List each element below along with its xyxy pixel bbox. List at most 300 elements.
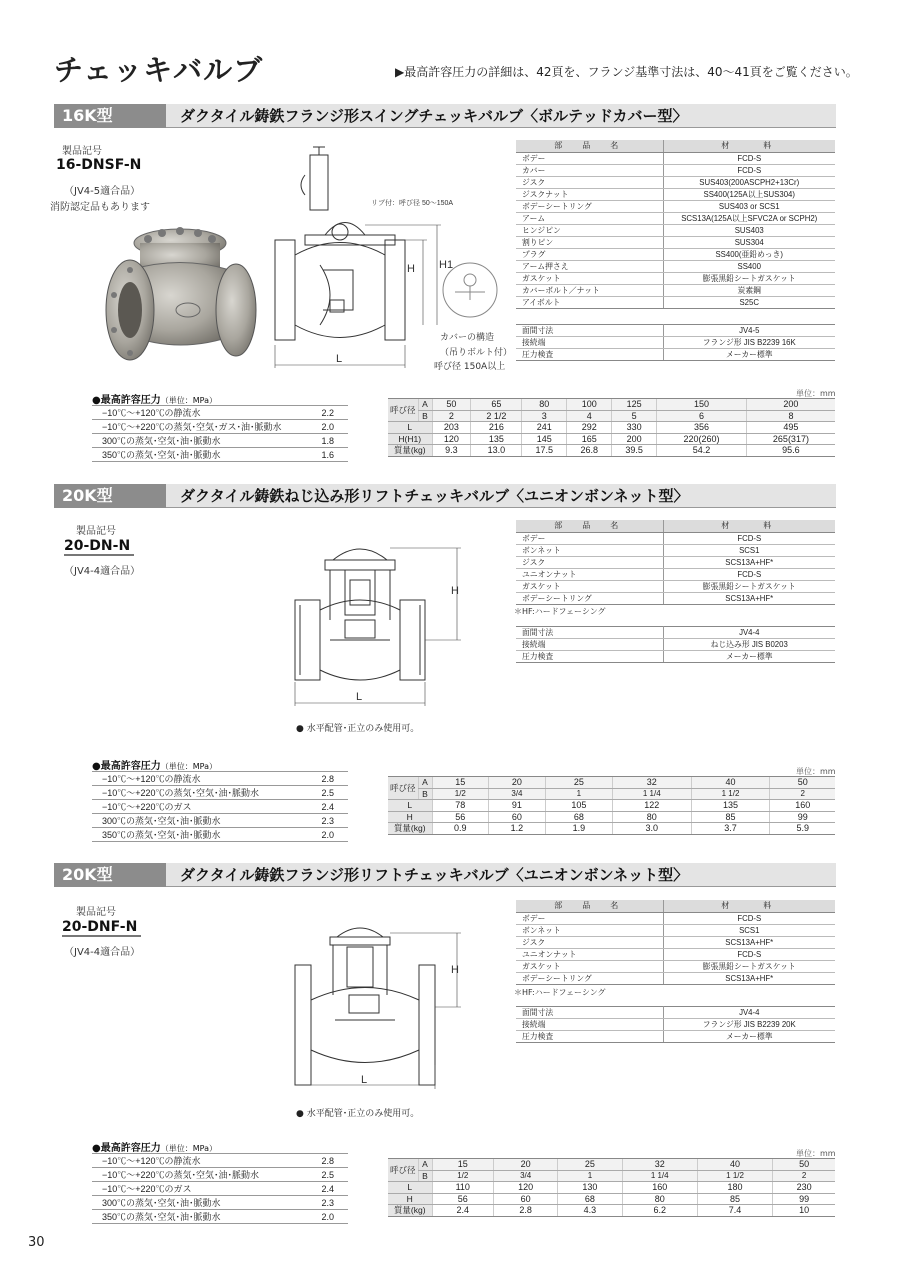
spec-row xyxy=(516,1019,835,1031)
parts-row xyxy=(516,532,835,544)
part-material: FCD-S xyxy=(663,164,835,176)
table-cell: 接続端 xyxy=(516,639,663,651)
rib-note-label: リブ付：呼び径 50〜150A xyxy=(371,200,454,207)
part-material: SUS304 xyxy=(663,236,835,248)
table-cell: 32 xyxy=(622,1159,697,1171)
spec-value: JV4-5 xyxy=(663,325,835,337)
table-cell: 120 xyxy=(432,433,471,445)
parts-row xyxy=(516,592,835,604)
section-title: ダクタイル鋳鉄フランジ形リフトチェッキバルブ〈ユニオンボンネット型〉 xyxy=(180,866,689,884)
table-cell: B xyxy=(418,788,432,800)
table-cell: 350℃の蒸気･空気･油･脈動水 xyxy=(92,448,307,462)
table-cell: ユニオンナット xyxy=(516,948,663,960)
table-cell: A xyxy=(418,777,432,789)
part-material: SS400(125A以上SUS304) xyxy=(663,188,835,200)
pressure-table-16k xyxy=(92,405,348,462)
table-cell: −10℃〜+220℃の蒸気･空気･油･脈動水 xyxy=(92,786,302,800)
table-cell: −10℃〜+220℃のガス xyxy=(92,1182,302,1196)
pressure-heading xyxy=(92,757,217,772)
parts-row xyxy=(516,284,835,296)
table-cell: 50 xyxy=(773,1159,835,1171)
parts-row xyxy=(516,544,835,556)
specs-table-20k-threaded xyxy=(516,626,835,663)
table-cell: 292 xyxy=(567,422,612,434)
table-cell: H xyxy=(388,1193,432,1205)
table-cell: 2.3 xyxy=(302,1196,348,1210)
table-cell: 5 xyxy=(612,410,657,422)
parts-table-20k-flanged xyxy=(516,900,835,985)
table-cell: 150 xyxy=(657,399,747,411)
pressure-row xyxy=(92,786,348,800)
dims-row-a xyxy=(388,777,835,789)
table-cell: 230 xyxy=(773,1182,835,1194)
unit-label: 単位：mm xyxy=(796,1149,836,1158)
parts-row xyxy=(516,152,835,164)
part-material: SUS403 xyxy=(663,224,835,236)
dimension-h-label: H xyxy=(451,964,459,976)
table-cell: ボンネット xyxy=(516,544,663,556)
table-cell: 95.6 xyxy=(746,445,835,457)
table-cell: ねじ込み形 JIS B0203 xyxy=(663,639,835,651)
dimension-h-label: H xyxy=(407,263,415,275)
table-cell: 4.3 xyxy=(558,1205,622,1217)
table-cell: 200 xyxy=(612,433,657,445)
parts-row xyxy=(516,924,835,936)
section-title: ダクタイル鋳鉄ねじ込み形リフトチェッキバルブ〈ユニオンボンネット型〉 xyxy=(180,487,689,505)
part-name: プラグ xyxy=(516,248,663,260)
table-cell: メーカー標準 xyxy=(663,651,835,663)
dimension-h-label: H xyxy=(451,585,459,597)
table-cell: 6.2 xyxy=(622,1205,697,1217)
table-cell: 15 xyxy=(432,1159,494,1171)
table-cell: 1.6 xyxy=(307,448,348,462)
parts-row xyxy=(516,176,835,188)
pressure-row xyxy=(92,772,348,786)
pressure-row xyxy=(92,1210,348,1224)
product-code: 20-DNF-N xyxy=(62,919,141,937)
table-cell: 質量(kg) xyxy=(388,445,432,457)
type-label: 20K型 xyxy=(54,484,166,508)
table-cell: 495 xyxy=(746,422,835,434)
parts-row xyxy=(516,164,835,176)
table-cell: ジスク xyxy=(516,556,663,568)
threaded-lift-valve-drawing xyxy=(285,540,470,715)
parts-table-20k-threaded xyxy=(516,520,835,605)
table-cell: 56 xyxy=(432,811,489,823)
table-cell: 40 xyxy=(691,777,770,789)
table-cell: 241 xyxy=(522,422,567,434)
parts-row xyxy=(516,972,835,984)
pressure-row xyxy=(92,1182,348,1196)
product-code-label: 製品記号 xyxy=(76,526,116,537)
table-cell: A xyxy=(418,1159,432,1171)
table-cell: 呼び径 xyxy=(388,1159,418,1182)
parts-row xyxy=(516,236,835,248)
spec-value: フランジ形 JIS B2239 16K xyxy=(663,337,835,349)
spec-row xyxy=(516,627,835,639)
part-material: S25C xyxy=(663,296,835,308)
spec-name: 接続端 xyxy=(516,337,663,349)
table-cell: 膨張黒鉛シートガスケット xyxy=(663,580,835,592)
table-cell: ユニオンナット xyxy=(516,568,663,580)
table-cell: 216 xyxy=(471,422,522,434)
part-name: 割りピン xyxy=(516,236,663,248)
hf-footnote: ＊HF:ハードフェーシング xyxy=(514,607,606,616)
table-cell: 1 1/4 xyxy=(612,788,691,800)
pressure-row xyxy=(92,434,348,448)
dimensions-table-20k-flanged xyxy=(388,1158,835,1217)
page-title: チェッキバルブ xyxy=(54,53,264,87)
pressure-heading xyxy=(92,1139,217,1154)
parts-row xyxy=(516,580,835,592)
pressure-row xyxy=(92,406,348,420)
table-cell: B xyxy=(418,1170,432,1182)
table-cell: 5.9 xyxy=(770,823,835,835)
table-cell: 85 xyxy=(691,811,770,823)
table-cell: 3/4 xyxy=(489,788,546,800)
table-cell: 2 xyxy=(773,1170,835,1182)
table-cell: 135 xyxy=(471,433,522,445)
table-cell: 0.9 xyxy=(432,823,489,835)
unit-label: 単位：mm xyxy=(796,767,836,776)
dimension-h1-label: H1 xyxy=(439,259,454,271)
spec-name: 面間寸法 xyxy=(516,325,663,337)
table-cell: 8 xyxy=(746,410,835,422)
table-cell: 265(317) xyxy=(746,433,835,445)
table-cell: L xyxy=(388,422,432,434)
pressure-row xyxy=(92,420,348,434)
parts-row xyxy=(516,212,835,224)
table-cell: JV4-4 xyxy=(663,1007,835,1019)
cover-caption-1: カバーの構造 xyxy=(440,333,495,343)
spec-row xyxy=(516,1031,835,1043)
table-cell: 50 xyxy=(770,777,835,789)
dims-row-l xyxy=(388,1182,835,1194)
table-cell: 1 xyxy=(558,1170,622,1182)
table-cell: ボデー xyxy=(516,912,663,924)
table-cell: 3.0 xyxy=(612,823,691,835)
table-cell: 130 xyxy=(558,1182,622,1194)
table-cell: 2.0 xyxy=(302,828,348,842)
table-cell: L xyxy=(388,1182,432,1194)
parts-row xyxy=(516,556,835,568)
part-name: ジスク xyxy=(516,176,663,188)
table-cell: ボデーシートリング xyxy=(516,972,663,984)
part-name: ジスクナット xyxy=(516,188,663,200)
compliance-note: （JV4-4適合品） xyxy=(64,566,141,577)
table-cell: 1.8 xyxy=(307,434,348,448)
table-cell: 350℃の蒸気･空気･油･脈動水 xyxy=(92,828,302,842)
table-cell: 200 xyxy=(746,399,835,411)
dims-row-weight xyxy=(388,823,835,835)
table-cell: JV4-4 xyxy=(663,627,835,639)
table-cell: H(H1) xyxy=(388,433,432,445)
pressure-table-20k-threaded xyxy=(92,771,348,842)
page-number: 30 xyxy=(28,1235,45,1250)
table-cell: 9.3 xyxy=(432,445,471,457)
table-cell: 10 xyxy=(773,1205,835,1217)
table-cell: 2.2 xyxy=(307,406,348,420)
table-cell: 300℃の蒸気･空気･油･脈動水 xyxy=(92,434,307,448)
section-header-20k-threaded xyxy=(54,484,836,508)
table-cell: 350℃の蒸気･空気･油･脈動水 xyxy=(92,1210,302,1224)
dimensions-table-16k xyxy=(388,398,835,457)
table-cell: 1/2 xyxy=(432,788,489,800)
compliance-note: （JV4-5適合品） xyxy=(64,186,141,197)
cover-caption-2: （吊りボルト付） xyxy=(440,348,513,358)
product-code: 16-DNSF-N xyxy=(56,157,142,173)
pressure-row xyxy=(92,828,348,842)
table-cell: ●最高許容圧力 xyxy=(92,395,161,406)
flanged-lift-valve-drawing xyxy=(285,925,470,1100)
dimension-l-label: L xyxy=(361,1074,368,1086)
dims-row-b xyxy=(388,788,835,800)
table-cell: （単位：MPa） xyxy=(160,762,218,771)
table-cell: 3.7 xyxy=(691,823,770,835)
table-cell: 呼び径 xyxy=(388,777,418,800)
spec-row xyxy=(516,651,835,663)
parts-row xyxy=(516,568,835,580)
table-cell: 39.5 xyxy=(612,445,657,457)
part-material: SS400(亜鉛めっき) xyxy=(663,248,835,260)
pressure-heading xyxy=(92,391,217,406)
spec-row xyxy=(516,325,835,337)
type-label: 20K型 xyxy=(54,863,166,887)
dims-row-h xyxy=(388,811,835,823)
table-cell: ボデーシートリング xyxy=(516,592,663,604)
table-cell: 125 xyxy=(612,399,657,411)
table-cell: 40 xyxy=(697,1159,772,1171)
pressure-row xyxy=(92,448,348,462)
parts-header-material: 材 料 xyxy=(663,140,835,152)
part-name: ヒンジピン xyxy=(516,224,663,236)
spec-row xyxy=(516,349,835,361)
table-cell: ガスケット xyxy=(516,960,663,972)
dims-row-l xyxy=(388,422,835,434)
table-cell: 99 xyxy=(773,1193,835,1205)
table-cell: 20 xyxy=(489,777,546,789)
dimensions-table-20k-threaded xyxy=(388,776,835,835)
dims-row-b xyxy=(388,1170,835,1182)
dimension-l-label: L xyxy=(356,691,363,703)
table-cell: 材 料 xyxy=(663,520,835,532)
table-cell: 2 xyxy=(432,410,471,422)
table-cell: 1 xyxy=(545,788,612,800)
table-cell: FCD-S xyxy=(663,912,835,924)
specs-table-20k-flanged xyxy=(516,1006,835,1043)
table-cell: 180 xyxy=(697,1182,772,1194)
table-cell: 80 xyxy=(622,1193,697,1205)
part-material: SUS403 or SCS1 xyxy=(663,200,835,212)
dims-row-a xyxy=(388,1159,835,1171)
part-material: FCD-S xyxy=(663,152,835,164)
parts-header-name: 部 品 名 xyxy=(516,140,663,152)
unit-label: 単位：mm xyxy=(796,389,836,398)
table-cell: −10℃〜+220℃の蒸気･空気･油･脈動水 xyxy=(92,1168,302,1182)
table-cell: 2.5 xyxy=(302,786,348,800)
table-cell: −10℃〜+120℃の静流水 xyxy=(92,1154,302,1168)
part-material: SCS13A(125A以上SFVC2A or SCPH2) xyxy=(663,212,835,224)
specs-table-16k xyxy=(516,324,835,361)
table-cell: −10℃〜+220℃のガス xyxy=(92,800,302,814)
table-cell: 50 xyxy=(432,399,471,411)
table-cell: 13.0 xyxy=(471,445,522,457)
table-cell: 99 xyxy=(770,811,835,823)
table-cell: B xyxy=(418,410,432,422)
spec-name: 圧力検査 xyxy=(516,349,663,361)
pressure-row xyxy=(92,1168,348,1182)
table-cell: 部 品 名 xyxy=(516,520,663,532)
table-cell: 135 xyxy=(691,800,770,812)
table-cell: 60 xyxy=(494,1193,558,1205)
table-cell: 材 料 xyxy=(663,900,835,912)
part-name: ボデー xyxy=(516,152,663,164)
dims-row-a xyxy=(388,399,835,411)
table-cell: 6 xyxy=(657,410,747,422)
table-cell: 85 xyxy=(697,1193,772,1205)
table-cell: 呼び径 xyxy=(388,399,418,422)
table-cell: ジスク xyxy=(516,936,663,948)
table-cell: 78 xyxy=(432,800,489,812)
table-cell: 膨張黒鉛シートガスケット xyxy=(663,960,835,972)
table-cell: 2.8 xyxy=(494,1205,558,1217)
part-material: SS400 xyxy=(663,260,835,272)
pressure-table-20k-flanged xyxy=(92,1153,348,1224)
table-cell: 26.8 xyxy=(567,445,612,457)
pressure-row xyxy=(92,800,348,814)
table-cell: 17.5 xyxy=(522,445,567,457)
table-cell: FCD-S xyxy=(663,532,835,544)
table-cell: 20 xyxy=(494,1159,558,1171)
table-cell: −10℃〜+120℃の静流水 xyxy=(92,406,307,420)
section-header-20k-flanged xyxy=(54,863,836,887)
product-code-label: 製品記号 xyxy=(76,907,116,918)
table-cell: ボデー xyxy=(516,532,663,544)
table-cell: 1 1/2 xyxy=(697,1170,772,1182)
dims-row-h xyxy=(388,433,835,445)
dims-row-l xyxy=(388,800,835,812)
table-cell: 65 xyxy=(471,399,522,411)
table-cell: L xyxy=(388,800,432,812)
parts-row xyxy=(516,960,835,972)
table-cell: 部 品 名 xyxy=(516,900,663,912)
table-cell: （単位：MPa） xyxy=(160,396,218,405)
table-cell: 165 xyxy=(567,433,612,445)
table-cell: 接続端 xyxy=(516,1019,663,1031)
usage-caption: ● 水平配管･正立のみ使用可。 xyxy=(296,724,420,734)
parts-row xyxy=(516,260,835,272)
table-cell: 122 xyxy=(612,800,691,812)
table-cell: 4 xyxy=(567,410,612,422)
table-cell: 2.0 xyxy=(307,420,348,434)
hf-footnote: ＊HF:ハードフェーシング xyxy=(514,988,606,997)
fire-certified-note: 消防認定品もあります xyxy=(50,202,150,213)
table-cell: 面間寸法 xyxy=(516,1007,663,1019)
table-cell: 203 xyxy=(432,422,471,434)
table-cell: 1 1/4 xyxy=(622,1170,697,1182)
table-cell: 356 xyxy=(657,422,747,434)
table-cell: 圧力検査 xyxy=(516,1031,663,1043)
table-cell: 1.2 xyxy=(489,823,546,835)
table-cell: ●最高許容圧力 xyxy=(92,1143,161,1154)
table-cell: ガスケット xyxy=(516,580,663,592)
table-cell: 91 xyxy=(489,800,546,812)
table-cell: 3/4 xyxy=(494,1170,558,1182)
reference-note: ▶最高許容圧力の詳細は、42頁を、フランジ基準寸法は、40〜41頁をご覧ください。 xyxy=(395,65,858,79)
table-cell: 2.8 xyxy=(302,772,348,786)
product-code-label: 製品記号 xyxy=(62,146,102,157)
part-material: SUS403(200ASCPH2+13Cr) xyxy=(663,176,835,188)
table-cell: 2.5 xyxy=(302,1168,348,1182)
table-cell: 2.3 xyxy=(302,814,348,828)
table-cell: 3 xyxy=(522,410,567,422)
section-title: ダクタイル鋳鉄フランジ形スイングチェッキバルブ〈ボルテッドカバー型〉 xyxy=(180,107,688,125)
table-cell: 105 xyxy=(545,800,612,812)
part-name: カバー xyxy=(516,164,663,176)
table-cell: 1/2 xyxy=(432,1170,494,1182)
spec-row xyxy=(516,337,835,349)
table-cell: 32 xyxy=(612,777,691,789)
dims-row-weight xyxy=(388,1205,835,1217)
table-cell: 2.8 xyxy=(302,1154,348,1168)
table-cell: 330 xyxy=(612,422,657,434)
table-cell: 2 1/2 xyxy=(471,410,522,422)
table-cell: SCS1 xyxy=(663,544,835,556)
table-cell: （単位：MPa） xyxy=(160,1144,218,1153)
usage-caption: ● 水平配管･正立のみ使用可。 xyxy=(296,1109,420,1119)
table-cell: 300℃の蒸気･空気･油･脈動水 xyxy=(92,814,302,828)
table-cell: −10℃〜+120℃の静流水 xyxy=(92,772,302,786)
table-cell: 2.4 xyxy=(432,1205,494,1217)
pressure-row xyxy=(92,1154,348,1168)
part-name: アーム押さえ xyxy=(516,260,663,272)
table-cell: A xyxy=(418,399,432,411)
table-cell: 220(260) xyxy=(657,433,747,445)
table-cell: 15 xyxy=(432,777,489,789)
table-cell: 圧力検査 xyxy=(516,651,663,663)
table-cell: 300℃の蒸気･空気･油･脈動水 xyxy=(92,1196,302,1210)
dims-row-h xyxy=(388,1193,835,1205)
table-cell: ●最高許容圧力 xyxy=(92,761,161,772)
spec-row xyxy=(516,1007,835,1019)
table-cell: 2.4 xyxy=(302,800,348,814)
table-cell: メーカー標準 xyxy=(663,1031,835,1043)
section-header-16k xyxy=(54,104,836,128)
parts-row xyxy=(516,936,835,948)
table-cell: SCS13A+HF* xyxy=(663,936,835,948)
table-cell: フランジ形 JIS B2239 20K xyxy=(663,1019,835,1031)
part-name: ボデーシートリング xyxy=(516,200,663,212)
table-cell: 25 xyxy=(558,1159,622,1171)
table-cell: H xyxy=(388,811,432,823)
table-cell: 54.2 xyxy=(657,445,747,457)
table-cell: 68 xyxy=(545,811,612,823)
table-cell: SCS13A+HF* xyxy=(663,972,835,984)
dims-row-weight xyxy=(388,445,835,457)
table-cell: 68 xyxy=(558,1193,622,1205)
table-cell: 2.4 xyxy=(302,1182,348,1196)
parts-row xyxy=(516,188,835,200)
parts-row xyxy=(516,200,835,212)
table-cell: SCS1 xyxy=(663,924,835,936)
parts-row xyxy=(516,948,835,960)
table-cell: 120 xyxy=(494,1182,558,1194)
parts-row xyxy=(516,248,835,260)
spec-value: メーカー標準 xyxy=(663,349,835,361)
table-cell: 1.9 xyxy=(545,823,612,835)
product-code: 20-DN-N xyxy=(64,538,134,556)
parts-row xyxy=(516,912,835,924)
